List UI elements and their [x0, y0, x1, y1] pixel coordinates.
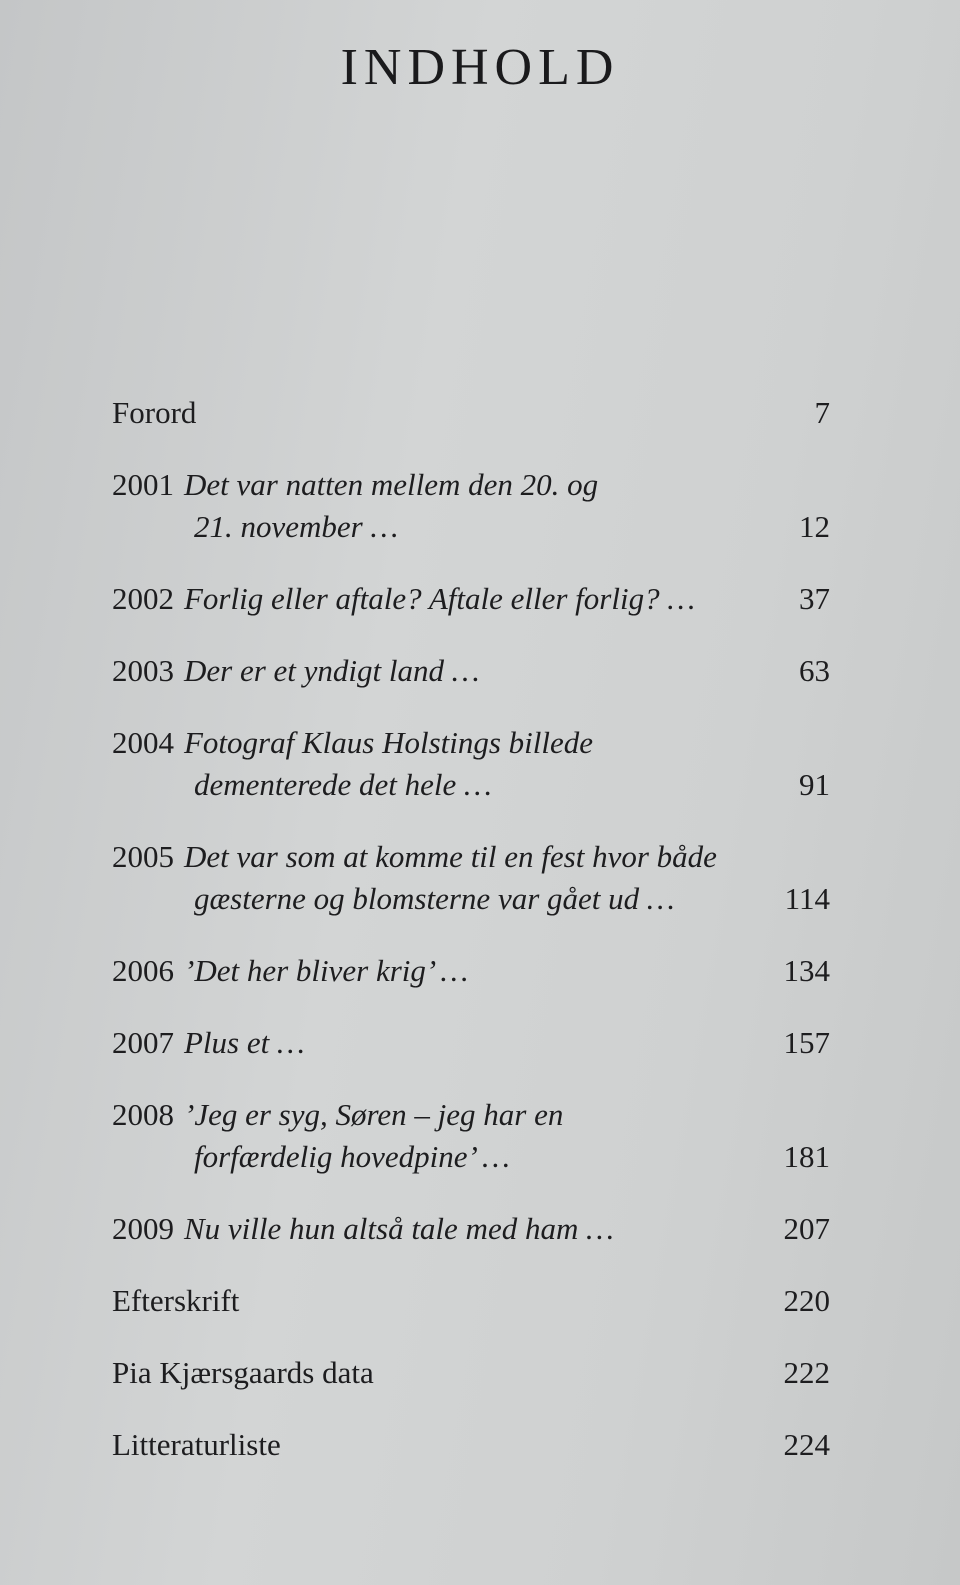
toc-entry-page: 222 [783, 1355, 830, 1390]
toc-entry-page: 220 [783, 1283, 830, 1318]
toc-entry-page: 157 [783, 1025, 830, 1060]
toc-entry [112, 578, 842, 620]
toc-entry-title-continued: forfærdelig hovedpine’ … [194, 1139, 510, 1174]
toc-entry-year: 2008 [112, 1097, 174, 1132]
toc-entry [112, 464, 842, 548]
toc-entry-page: 12 [799, 509, 830, 544]
toc-entry [112, 836, 842, 920]
toc-entry-title: Det var natten mellem den 20. og [184, 467, 599, 502]
toc-entry-page: 63 [799, 653, 830, 688]
toc-entry-year: 2005 [112, 839, 174, 874]
toc-entry-title-continued: 21. november … [194, 509, 399, 544]
table-of-contents [112, 392, 842, 1496]
toc-entry-title: Der er et yndigt land … [184, 653, 480, 688]
toc-entry-year: 2009 [112, 1211, 174, 1246]
toc-entry [112, 1022, 842, 1064]
toc-entry-page: 181 [783, 1139, 830, 1174]
toc-entry-year: 2002 [112, 581, 174, 616]
toc-entry-title: Litteraturliste [112, 1427, 281, 1462]
toc-entry-title: Forlig eller aftale? Aftale eller forlig? … [184, 581, 695, 616]
toc-entry [112, 392, 842, 434]
toc-entry-year: 2001 [112, 467, 174, 502]
toc-entry-page: 91 [799, 767, 830, 802]
toc-entry-page: 114 [784, 881, 830, 916]
toc-entry [112, 1352, 842, 1394]
toc-entry-title: Efterskrift [112, 1283, 240, 1318]
toc-entry [112, 1280, 842, 1322]
toc-entry [112, 950, 842, 992]
toc-entry-title: ’Jeg er syg, Søren – jeg har en [184, 1097, 564, 1132]
toc-entry-title: ’Det her bliver krig’ … [184, 953, 469, 988]
toc-entry-title-continued: dementerede det hele … [194, 767, 492, 802]
toc-entry [112, 1094, 842, 1178]
toc-entry-page: 134 [783, 953, 830, 988]
toc-entry-title: Fotograf Klaus Holstings billede [184, 725, 594, 760]
toc-entry-page: 7 [814, 395, 830, 430]
toc-entry-title: Det var som at komme til en fest hvor både [184, 839, 717, 874]
toc-entry-title-continued: gæsterne og blomsterne var gået ud … [194, 881, 675, 916]
toc-entry-year: 2004 [112, 725, 174, 760]
toc-entry-title: Forord [112, 395, 197, 430]
page-title: INDHOLD [340, 39, 620, 96]
toc-entry [112, 722, 842, 806]
toc-entry-title: Plus et … [184, 1025, 305, 1060]
toc-entry-title: Pia Kjærsgaards data [112, 1355, 374, 1390]
toc-entry [112, 650, 842, 692]
toc-entry-year: 2006 [112, 953, 174, 988]
toc-entry [112, 1208, 842, 1250]
toc-entry-year: 2007 [112, 1025, 174, 1060]
toc-entry-page: 224 [783, 1427, 830, 1462]
toc-entry-page: 207 [783, 1211, 830, 1246]
toc-entry-title: Nu ville hun altså tale med ham … [184, 1211, 614, 1246]
toc-entry [112, 1424, 842, 1466]
toc-entry-year: 2003 [112, 653, 174, 688]
toc-entry-page: 37 [799, 581, 830, 616]
